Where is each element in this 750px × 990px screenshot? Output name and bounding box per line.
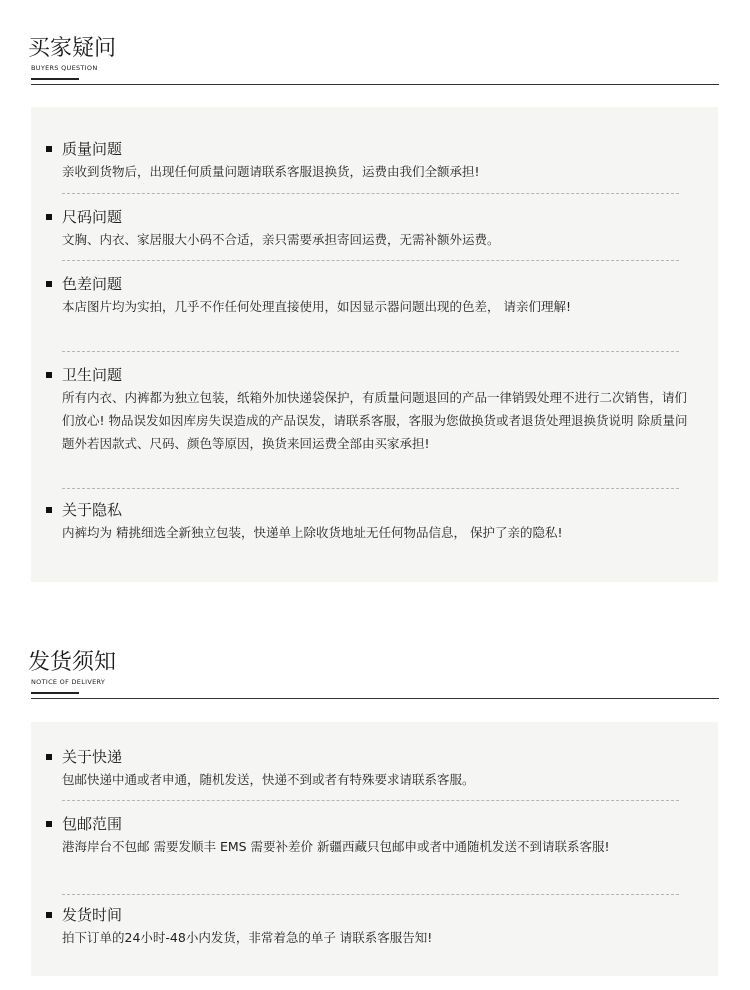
dashed-divider (62, 488, 679, 489)
delivery-item-body: 包邮快递中通或者申通，随机发送，快递不到或者有特殊要求请联系客服。 (62, 772, 475, 787)
dashed-divider (62, 800, 679, 801)
faq-item-body: 本店图片均为实拍，几乎不作任何处理直接使用，如因显示器问题出现的色差， 请亲们理解! (62, 299, 571, 314)
faq-item-title: 质量问题 (62, 140, 123, 158)
delivery-notice-title-underline (31, 692, 79, 694)
buyers-question-subtitle: BUYERS QUESTION (31, 64, 98, 72)
bullet-square-icon (46, 281, 52, 287)
delivery-notice-rule (31, 698, 719, 699)
faq-item-body: 内裤均为 精挑细选全新独立包装，快递单上除收货地址无任何物品信息， 保护了亲的隐私! (62, 525, 563, 540)
faq-item-title: 卫生问题 (62, 366, 123, 384)
delivery-notice-title: 发货须知 (28, 650, 117, 675)
buyers-question-panel (31, 107, 718, 582)
bullet-square-icon (46, 214, 52, 220)
bullet-square-icon (46, 146, 52, 152)
delivery-notice-subtitle: NOTICE OF DELIVERY (31, 678, 106, 686)
faq-item-title: 色差问题 (62, 275, 123, 293)
faq-item-body: 文胸、内衣、家居服大小码不合适，亲只需要承担寄回运费，无需补额外运费。 (62, 232, 500, 247)
buyers-question-rule (31, 84, 719, 85)
delivery-item-title: 包邮范围 (62, 815, 123, 833)
dashed-divider (62, 260, 679, 261)
bullet-square-icon (46, 507, 52, 513)
bullet-square-icon (46, 821, 52, 827)
delivery-notice-panel (31, 722, 718, 976)
faq-item-body: 所有内衣、内裤都为独立包装，纸箱外加快递袋保护，有质量问题退回的产品一律销毁处理不进行二次销售，请们们放心! 物品误发如因库房失误造成的产品误发，请联系客服，客服为您做换货或者退货处理退换货说明 除质量问题外若因款式、尺码、颜色等原因，换货来回运费全部由买家承担! (62, 390, 688, 451)
delivery-item-title: 发货时间 (62, 906, 123, 924)
delivery-item-body: 拍下订单的24小时-48小内发货，非常着急的单子 请联系客服告知! (62, 930, 433, 945)
buyers-question-title: 买家疑问 (28, 36, 117, 61)
buyers-question-title-underline (31, 78, 79, 80)
dashed-divider (62, 894, 679, 895)
bullet-square-icon (46, 754, 52, 760)
faq-item-body: 亲收到货物后，出现任何质量问题请联系客服退换货，运费由我们全额承担! (62, 164, 480, 179)
delivery-item-title: 关于快递 (62, 748, 123, 766)
dashed-divider (62, 351, 679, 352)
delivery-item-body: 港海岸台不包邮 需要发顺丰 EMS 需要补差价 新疆西藏只包邮申或者中通随机发送不到请联系客服! (62, 839, 610, 854)
dashed-divider (62, 193, 679, 194)
faq-item-title: 关于隐私 (62, 501, 123, 519)
bullet-square-icon (46, 912, 52, 918)
faq-item-title: 尺码问题 (62, 208, 123, 226)
bullet-square-icon (46, 372, 52, 378)
